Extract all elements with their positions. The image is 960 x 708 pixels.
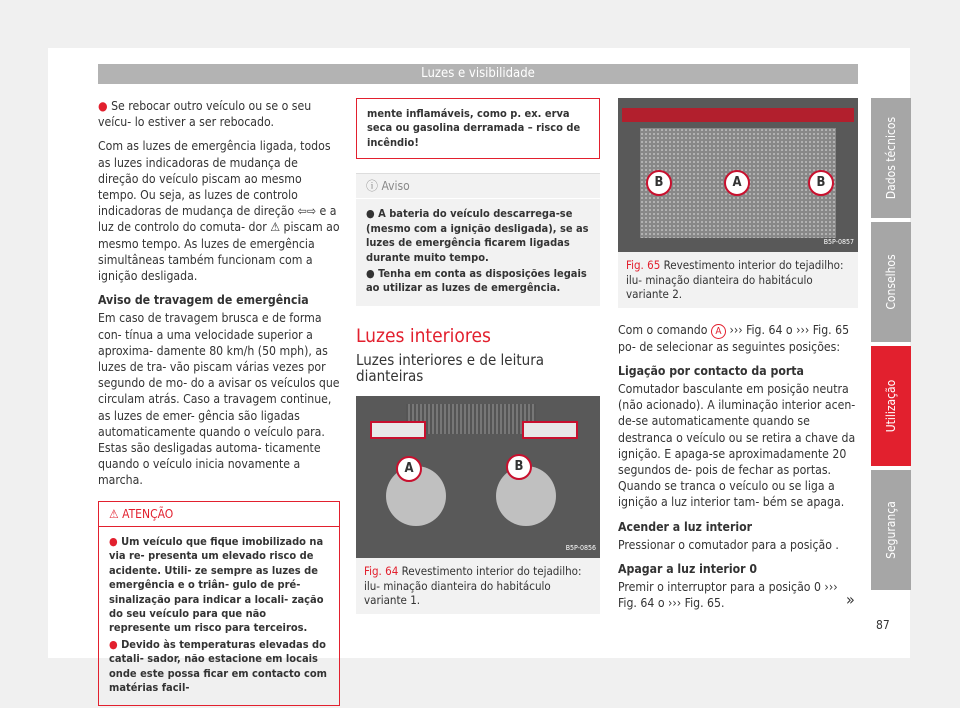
column-2 [356, 98, 600, 614]
page-number: 87 [876, 618, 890, 632]
subheading: Ligação por contacto da porta [618, 363, 804, 378]
paragraph: Em caso de travagem brusca e de forma con- tínua a uma velocidade superior a aproxima- damente 80 km/h (50 mph), as luzes de tra- vão piscam várias vezes por segundo de mo- do a avisar os veículos que circulam atrás. Caso a travagem continue, as luzes de emer- gência são ligadas automaticamente quando o veículo para. Estas são desligadas automa- ticamente quando o veículo inicia novamente a marcha. [98, 311, 340, 488]
tab-conselhos[interactable]: Conselhos [871, 222, 911, 342]
page-header: Luzes e visibilidade [98, 64, 858, 84]
continue-arrow-icon: » [846, 590, 855, 609]
bullet-paragraph: ● Se rebocar outro veículo ou se o seu veícu- lo estiver a ser rebocado. [98, 99, 312, 130]
side-tabs [871, 98, 911, 594]
section-title: Luzes interiores [356, 324, 491, 347]
figure-65-image: B A B B5P-0857 [618, 98, 858, 252]
column-1 [98, 98, 340, 706]
warning-box-continued: mente inflamáveis, como p. ex. erva seca ou gasolina derramada – risco de incêndio! [356, 98, 600, 159]
paragraph: Premir o interruptor para a posição 0 ››› Fig. 64 o ››› Fig. 65. [618, 580, 838, 611]
subheading: Aviso de travagem de emergência [98, 293, 309, 308]
column-3 [618, 98, 858, 620]
paragraph: Com as luzes de emergência ligada, todos as luzes indicadoras de mudança de direção do veículo piscam ao mesmo tempo. Ou seja, as luzes de controlo indicadoras de mudança de direção ⇦⇨ e a luz de controlo do comuta- dor ⚠ piscam ao mesmo tempo. As luzes de emergência simultâneas também funcionam com a ignição desligada. [98, 139, 340, 284]
callout-a: A [396, 456, 422, 482]
paragraph: Pressionar o comutador para a posição . [618, 537, 839, 552]
callout-b-left: B [646, 170, 672, 196]
note-header: ⓘ Aviso [356, 174, 600, 199]
section-subtitle: Luzes interiores e de leitura dianteiras [356, 351, 545, 386]
warning-header: ⚠ ATENÇÃO [99, 502, 339, 527]
tab-dados-tecnicos[interactable]: Dados técnicos [871, 98, 911, 218]
figure-64-image: A B B5P-0856 [356, 396, 600, 558]
callout-b-right: B [808, 170, 834, 196]
tab-utilizacao[interactable]: Utilização [871, 346, 911, 466]
callout-a: A [724, 170, 750, 196]
figure-65: B A B B5P-0857 Fig. 65 Revestimento interior do tejadilho: ilu- minação dianteira do habitáculo variante 2. [618, 98, 858, 308]
paragraph: Comutador basculante em posição neutra (não acionado). A iluminação interior acen- de-se automaticamente quando se destranca o veículo ou se retira a chave da ignição. E apaga-se aproximadamente 20 segundos de- pois de fechar as portas. Quando se tranca o veículo ou se liga a ignição a luz interior tam- bém se apaga. [618, 381, 856, 510]
subheading: Apagar a luz interior 0 [618, 561, 757, 576]
subheading: Acender a luz interior [618, 519, 753, 534]
figure-64: A B B5P-0856 Fig. 64 Revestimento interior do tejadilho: ilu- minação dianteira do habitáculo variante 1. [356, 396, 600, 614]
callout-b: B [506, 454, 532, 480]
note-box: ⓘ Aviso ● A bateria do veículo descarrega-se (mesmo com a ignição desligada), se as luzes de emergência ficarem ligadas durante muito tempo. ● Tenha em conta as disposições legais ao utilizar as luzes de emergência. [356, 173, 600, 306]
paragraph: Com o comando A ››› Fig. 64 o ››› Fig. 65 po- de selecionar as seguintes posições: [618, 322, 850, 354]
warning-icon: ⚠ [109, 506, 119, 521]
warning-box: ⚠ ATENÇÃO ● Um veículo que fique imobilizado na via re- presenta um elevado risco de acidente. Utili- ze sempre as luzes de emergência e o triân- gulo de pré-sinalização para indicar a locali- zação do seu veículo para que não represente um risco para terceiros. ● Devido às temperaturas elevadas do catali- sador, não estacione em locais onde este possa ficar em contacto com matérias facil- [98, 501, 340, 707]
info-icon: ⓘ [366, 179, 379, 194]
tab-seguranca[interactable]: Segurança [871, 470, 911, 590]
